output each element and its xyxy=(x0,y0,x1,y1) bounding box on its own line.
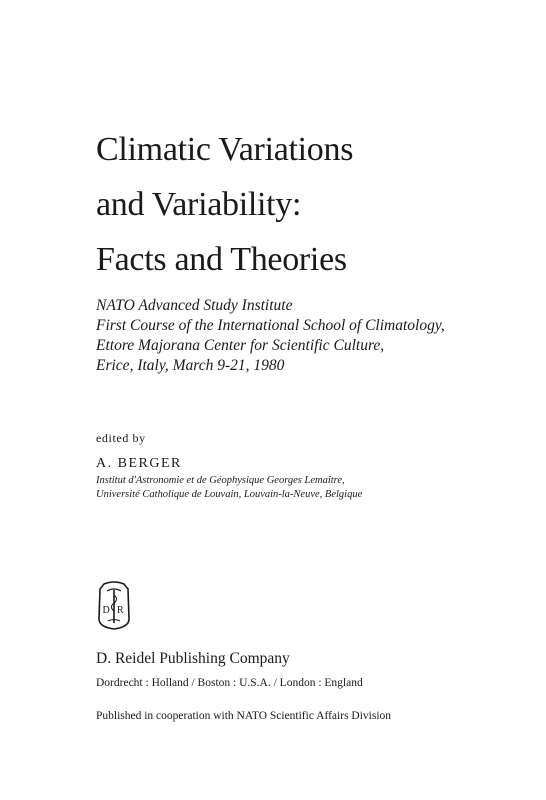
affiliation-line-2: Université Catholique de Louvain, Louvain-la-Neuve, Belgique xyxy=(96,489,363,500)
book-title-line-1: Climatic Variations xyxy=(96,131,354,168)
book-title xyxy=(96,122,516,287)
editor-affiliation xyxy=(96,474,536,502)
book-subtitle xyxy=(96,296,536,376)
subtitle-line-2: First Course of the International School of Climatology, xyxy=(96,317,445,334)
publisher-cities: Dordrecht : Holland / Boston : U.S.A. / London : England xyxy=(96,677,363,689)
edited-by-label: edited by xyxy=(96,431,146,445)
publisher-name: D. Reidel Publishing Company xyxy=(96,650,290,667)
publisher-emblem-icon xyxy=(96,581,132,631)
editor-name: A. BERGER xyxy=(96,456,182,471)
emblem-letter-right: R xyxy=(117,605,124,616)
book-title-line-2: and Variability: xyxy=(96,186,302,223)
subtitle-line-3: Ettore Majorana Center for Scientific Culture, xyxy=(96,337,385,354)
cooperation-note: Published in cooperation with NATO Scientific Affairs Division xyxy=(96,710,392,722)
emblem-letter-left: D xyxy=(102,605,110,616)
subtitle-line-4: Erice, Italy, March 9-21, 1980 xyxy=(96,357,285,374)
book-title-line-3: Facts and Theories xyxy=(96,241,347,278)
subtitle-line-1: NATO Advanced Study Institute xyxy=(96,297,293,314)
affiliation-line-1: Institut d'Astronomie et de Géophysique Georges Lemaître, xyxy=(96,475,345,486)
